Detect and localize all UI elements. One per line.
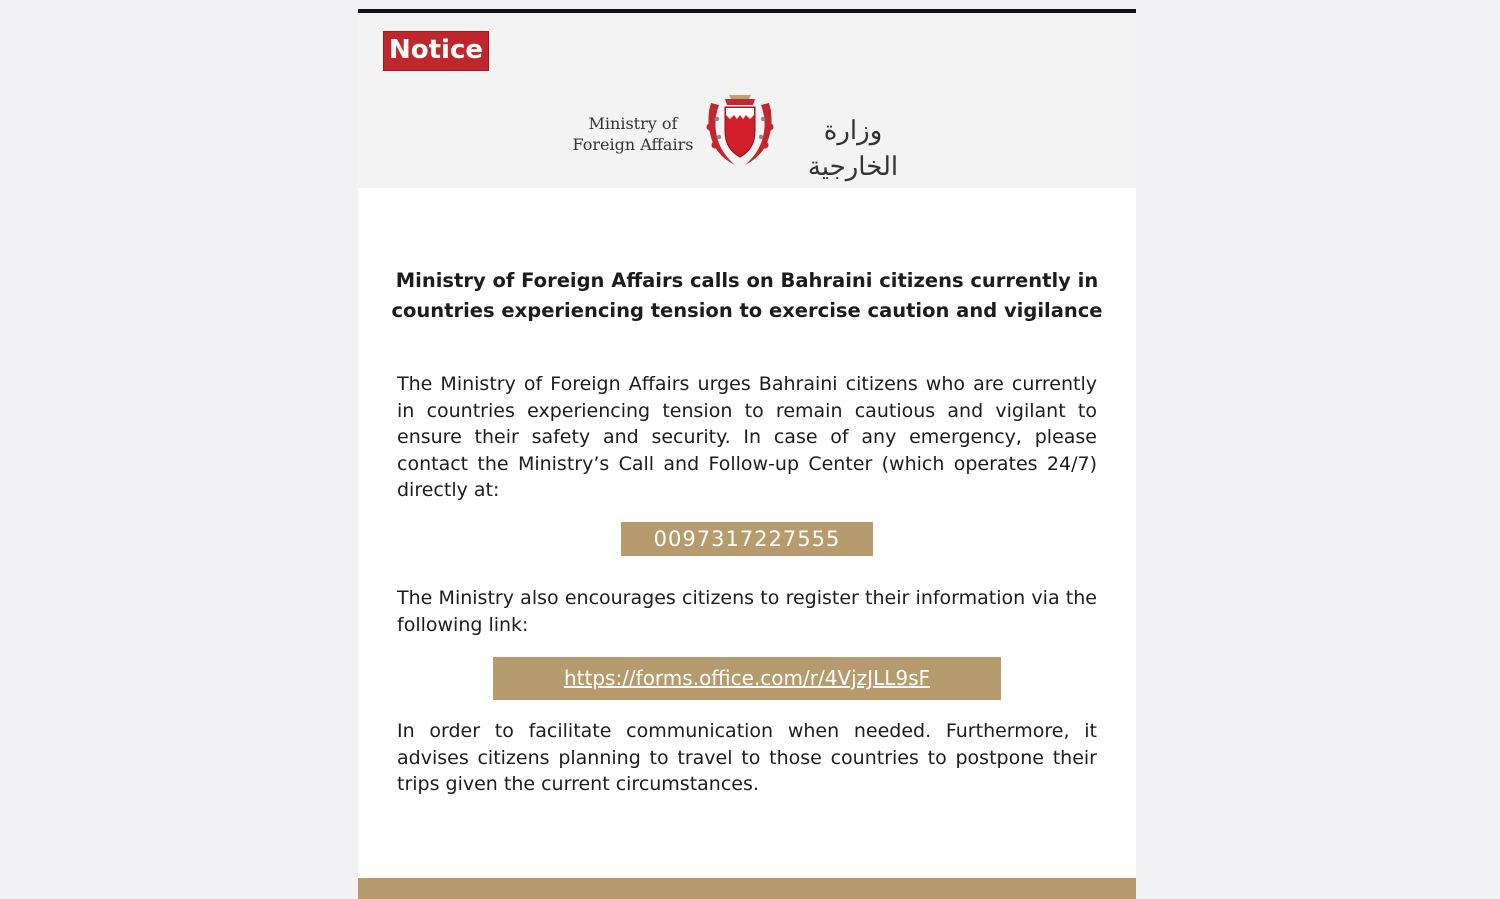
ministry-name-line1: Ministry of [588,114,678,133]
footer-bar [358,878,1136,899]
registration-link[interactable]: https://forms.office.com/r/4VjzJLL9sF [563,666,931,690]
emergency-phone-number: 0097317227555 [621,522,873,556]
notice-card [358,9,1136,899]
notice-header [358,13,1136,188]
paragraph-urges-caution: The Ministry of Foreign Affairs urges Bahraini citizens who are currently in countries experiencing tension to remain cautious and vigilant to ensure their safety and security. In case of any emergency, please contact the Ministry’s Call and Follow-up Center (which operates 24/7) directly at: [397,373,1097,501]
paragraph-travel-advisory: In order to facilitate communication when needed. Furthermore, it advises citizens planning to travel to those countries to postpone their trips given the current circumstances. [397,720,1097,795]
notice-headline: Ministry of Foreign Affairs calls on Bahraini citizens currently in countries experiencing tension to exercise caution and vigilance [391,269,1103,322]
registration-link-box [493,657,1001,700]
bahrain-coat-of-arms-icon [705,93,775,167]
ministry-name-line2: Foreign Affairs [572,135,694,154]
ministry-name-arabic: وزارة الخارجية [807,116,899,182]
paragraph-registration: The Ministry also encourages citizens to register their information via the following link: [397,587,1097,636]
ministry-logo [358,91,1136,182]
notice-badge: Notice [383,31,489,71]
ministry-name-english [553,113,713,155]
